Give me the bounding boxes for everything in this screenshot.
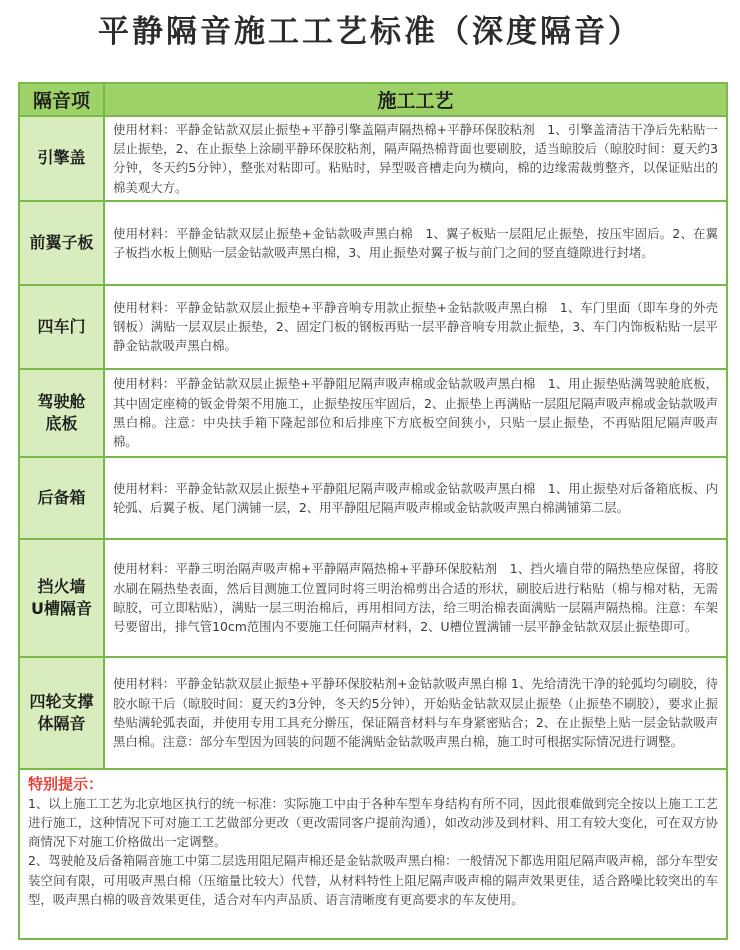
row-item-label: 引擎盖 xyxy=(20,116,104,201)
table-row xyxy=(20,369,726,457)
table-row xyxy=(20,201,726,285)
table-row xyxy=(20,539,726,657)
page-title: 平静隔音施工工艺标准（深度隔音） xyxy=(98,14,642,50)
note-item: 1、以上施工工艺为北京地区执行的统一标准：实际施工中由于各种车型车身结构有所不同，因此很难做到完全按以上施工工艺进行施工，这种情况下可对施工工艺做部分更改（更改需同客户提前沟通），如改动涉及到材料、用工有较大变化，可在双方协商情况下对施工价格做出一定调整。 xyxy=(28,795,718,850)
row-item-label: 前翼子板 xyxy=(20,201,104,285)
row-item-label: 挡火墙 U槽隔音 xyxy=(20,539,104,657)
special-notes xyxy=(20,770,726,909)
standards-sheet xyxy=(18,82,728,940)
table-row xyxy=(20,457,726,539)
row-process-text: 使用材料：平静金钻款双层止振垫+平静引擎盖隔声隔热棉+平静环保胶粘剂 1、引擎盖清洁干净后先粘贴一层止振垫，2、在止振垫上涂刷平静环保胶粘剂，隔声隔热棉背面也要刷胶，适当晾胶后（晾胶时间：夏天约3分钟，冬天约5分钟），整张对粘即可。粘贴时，异型吸音槽走向为横向，棉的边缘需裁剪整齐，以保证贴出的棉美观大方。 xyxy=(104,116,726,201)
table-row xyxy=(20,285,726,369)
row-item-label: 四轮支撑 体隔音 xyxy=(20,657,104,769)
row-item-label: 驾驶舱 底板 xyxy=(20,369,104,457)
row-process-text: 使用材料：平静金钻款双层止振垫+平静阻尼隔声吸声棉或金钻款吸声黑白棉 1、用止振垫贴满驾驶舱底板，其中固定座椅的钣金骨架不用施工，止振垫按压牢固后，2、止振垫上再满贴一层阻尼隔声吸声棉或金钻款吸声黑白棉。注意：中央扶手箱下隆起部位和后排座下方底板空间狭小，只贴一层止振垫，不再贴阻尼隔声吸声棉。 xyxy=(104,369,726,457)
header-item: 隔音项 xyxy=(20,84,104,116)
row-process-text: 使用材料：平静金钻款双层止振垫+平静音响专用款止振垫+金钻款吸声黑白棉 1、车门里面（即车身的外壳钢板）满贴一层双层止振垫，2、固定门板的钢板再贴一层平静音响专用款止振垫，3、车门内饰板粘贴一层平静金钻款吸声黑白棉。 xyxy=(104,285,726,369)
process-table xyxy=(20,84,726,770)
row-process-text: 使用材料：平静金钻款双层止振垫+平静阻尼隔声吸声棉或金钻款吸声黑白棉 1、用止振垫对后备箱底板、内轮弧、后翼子板、尾门满铺一层，2、用平静阻尼隔声吸声棉或金钻款吸声黑白棉满铺第二层。 xyxy=(104,457,726,539)
row-process-text: 使用材料：平静三明治隔声吸声棉+平静隔声隔热棉+平静环保胶粘剂 1、挡火墙自带的隔热垫应保留，将胶水刷在隔热垫表面，然后目测施工位置同时将三明治棉剪出合适的形状，刷胶后进行粘贴（棉与棉对粘，无需晾胶，可立即粘贴），满贴一层三明治棉后，再用相同方法，给三明治棉表面满贴一层隔声隔热棉。注意：车架号要留出，排气管10cm范围内不要施工任何隔声材料，2、U槽位置满铺一层平静金钻款双层止振垫即可。 xyxy=(104,539,726,657)
header-process: 施工工艺 xyxy=(104,84,726,116)
note-item: 2、驾驶舱及后备箱隔音施工中第二层选用阻尼隔声棉还是金钻款吸声黑白棉：一般情况下都选用阻尼隔声吸声棉，部分车型安装空间有限，可用吸声黑白棉（压缩量比较大）代替，从材料特性上阻尼隔声吸声棉的隔声效果更佳，适合路噪比较突出的车型，吸声黑白棉的吸音效果更佳，适合对车内声品质、语言清晰度有更高要求的车友使用。 xyxy=(28,853,718,907)
row-item-label: 四车门 xyxy=(20,285,104,369)
table-header-row xyxy=(20,84,726,116)
notes-heading: 特别提示： xyxy=(28,774,104,793)
row-process-text: 使用材料：平静金钻款双层止振垫+金钻款吸声黑白棉 1、翼子板贴一层阻尼止振垫，按压牢固后。2、在翼子板挡水板上侧贴一层金钻款吸声黑白棉，3、用止振垫对翼子板与前门之间的竖直缝隙进行封堵。 xyxy=(104,201,726,285)
table-row xyxy=(20,116,726,201)
table-row xyxy=(20,657,726,769)
row-item-label: 后备箱 xyxy=(20,457,104,539)
row-process-text: 使用材料：平静金钻款双层止振垫+平静环保胶粘剂+金钻款吸声黑白棉 1、先给清洗干净的轮弧均匀刷胶，待胶水晾干后（晾胶时间：夏天约3分钟，冬天约5分钟），开始贴金钻款双层止振垫（止振垫不刷胶），要求止振垫贴满轮弧表面，并使用专用工具充分擀压，保证隔音材料与车身紧密贴合；2、在止振垫上贴一层金钻款吸声黑白棉。注意：部分车型因为回装的问题不能满贴金钻款吸声黑白棉，施工时可根据实际情况进行调整。 xyxy=(104,657,726,769)
